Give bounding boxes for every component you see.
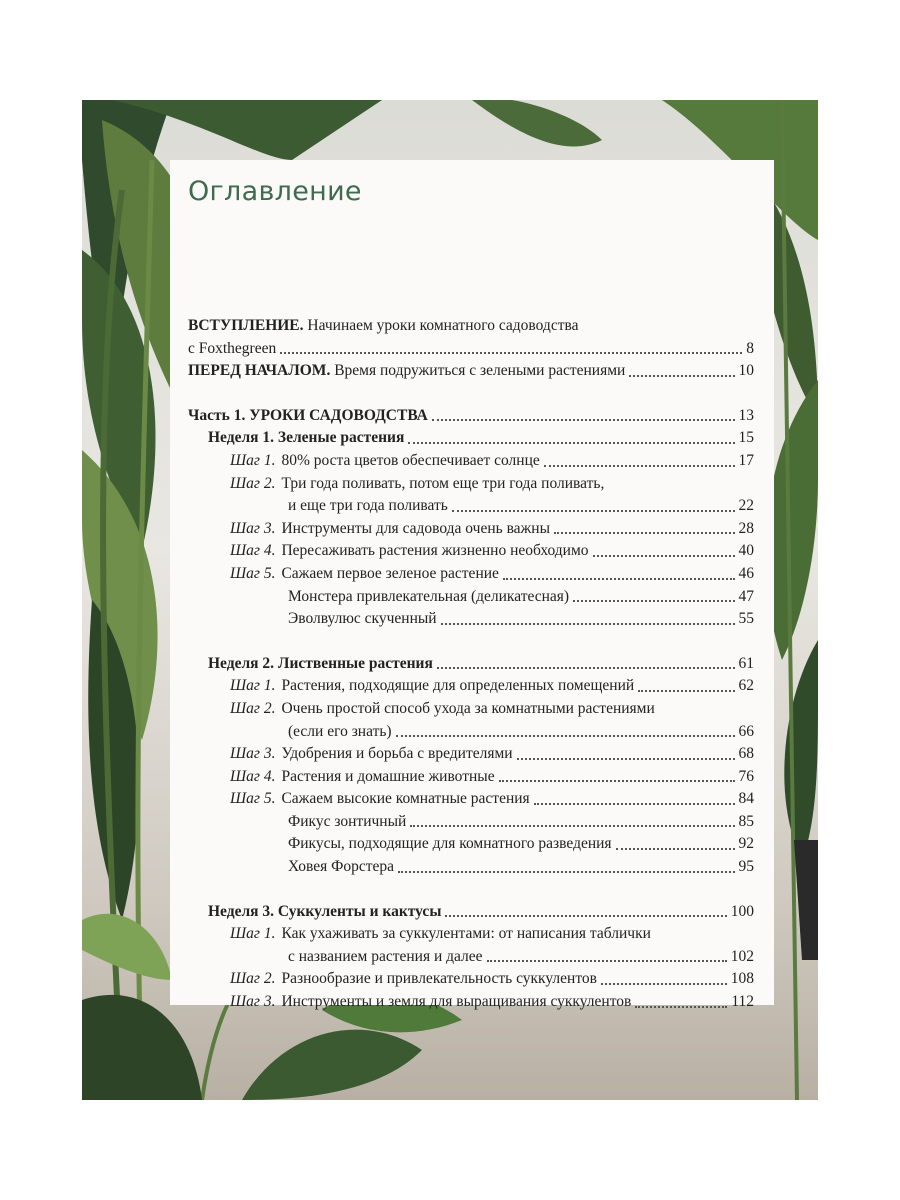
step-text: Разнообразие и привлекательность суккулентов (281, 970, 597, 988)
toc-week3-step2 (188, 968, 754, 991)
step-label: Шаг 2. (230, 474, 276, 492)
step-label: Шаг 1. (230, 451, 276, 469)
leader-dots (445, 914, 726, 917)
toc-week1-page: 15 (738, 429, 754, 447)
step-page: 62 (738, 677, 754, 695)
step-page: 17 (738, 451, 754, 469)
toc-part1-page: 13 (738, 406, 754, 424)
step-label: Шаг 2. (230, 970, 276, 988)
step-label: Шаг 3. (230, 519, 276, 537)
step-text: 80% роста цветов обеспечивает солнце (281, 451, 540, 469)
step-text-cont: (если его знать) (288, 722, 392, 740)
leader-dots (544, 464, 735, 467)
sub-text: Фикусы, подходящие для комнатного разведения (288, 835, 612, 853)
step-page: 68 (738, 745, 754, 763)
toc-week3-title: Неделя 3. Суккуленты и кактусы (208, 902, 442, 920)
leader-dots (629, 374, 734, 377)
step-page: 76 (738, 767, 754, 785)
toc-intro-label: ВСТУПЛЕНИЕ. (188, 317, 304, 334)
step-text: Как ухаживать за суккулентами: от написания таблички (281, 925, 651, 943)
step-text-cont: и еще три года поливать (288, 497, 448, 515)
leader-dots (601, 982, 727, 985)
toc-week2 (188, 653, 754, 676)
leader-dots (554, 531, 735, 534)
sub-page: 95 (738, 858, 754, 876)
step-page: 22 (738, 497, 754, 515)
toc-week1-step3 (188, 518, 754, 541)
step-page: 66 (738, 722, 754, 740)
leader-dots (517, 757, 735, 760)
step-page: 28 (738, 519, 754, 537)
step-page: 46 (738, 564, 754, 582)
step-text: Инструменты для садовода очень важны (281, 519, 550, 537)
toc-part1-title: Часть 1. УРОКИ САДОВОДСТВА (188, 406, 428, 424)
toc-before-text: Время подружиться с зелеными растениями (334, 362, 626, 380)
step-page: 108 (730, 970, 754, 988)
step-text: Сажаем высокие комнатные растения (281, 790, 530, 808)
step-page: 40 (738, 542, 754, 560)
toc-week2-page: 61 (738, 654, 754, 672)
toc-intro-text2: с Foxthegreen (188, 339, 277, 357)
toc-week2-step3 (188, 743, 754, 766)
toc-week2-step4 (188, 766, 754, 789)
toc-intro-line1 (188, 315, 754, 338)
toc-intro-page: 8 (746, 339, 754, 357)
sub-page: 47 (738, 587, 754, 605)
toc-week1 (188, 427, 754, 450)
step-text: Сажаем первое зеленое растение (281, 564, 499, 582)
toc-week1-step2-line2 (188, 495, 754, 518)
toc-before-label: ПЕРЕД НАЧАЛОМ. (188, 362, 331, 380)
leader-dots (280, 351, 742, 354)
step-label: Шаг 2. (230, 699, 276, 717)
leader-dots (396, 734, 735, 737)
toc-week1-step4 (188, 540, 754, 563)
toc-week2-step5 (188, 788, 754, 811)
step-label: Шаг 5. (230, 790, 276, 808)
step-page: 84 (738, 790, 754, 808)
toc-week2-sub1 (188, 811, 754, 834)
toc-week2-sub3 (188, 856, 754, 879)
toc-week1-step5 (188, 563, 754, 586)
sub-text: Монстера привлекательная (деликатесная) (288, 587, 570, 605)
toc-week1-sub1 (188, 586, 754, 609)
leader-dots (410, 824, 734, 827)
sub-text: Эволвулюс скученный (288, 610, 437, 628)
step-text-cont: с названием растения и далее (288, 947, 483, 965)
leader-dots (638, 689, 734, 692)
leader-dots (503, 577, 735, 580)
step-page: 112 (731, 993, 754, 1011)
sub-page: 92 (738, 835, 754, 853)
leader-dots (487, 959, 727, 962)
toc-intro-text: Начинаем уроки комнатного садоводства (307, 317, 579, 334)
sub-page: 55 (738, 610, 754, 628)
toc-list (188, 315, 754, 1014)
leader-dots (635, 1005, 727, 1008)
toc-week3-page: 100 (730, 902, 754, 920)
step-label: Шаг 1. (230, 925, 276, 943)
toc-heading: Оглавление (188, 176, 362, 207)
toc-week1-step1 (188, 450, 754, 473)
leader-dots (616, 847, 735, 850)
leader-dots (441, 622, 735, 625)
step-page: 102 (730, 947, 754, 965)
toc-part1 (188, 405, 754, 428)
toc-week3-step1-line2 (188, 946, 754, 969)
toc-week2-sub2 (188, 833, 754, 856)
toc-before-page: 10 (738, 362, 754, 380)
leader-dots (593, 554, 735, 557)
step-label: Шаг 1. (230, 677, 276, 695)
toc-card (170, 160, 774, 1011)
toc-week2-title: Неделя 2. Лиственные растения (208, 654, 433, 672)
sub-page: 85 (738, 812, 754, 830)
toc-week3-step3 (188, 991, 754, 1014)
toc-week3 (188, 901, 754, 924)
toc-week1-step2-line1 (188, 473, 754, 496)
step-label: Шаг 4. (230, 542, 276, 560)
step-text: Очень простой способ ухода за комнатными растениями (281, 699, 655, 717)
leader-dots (573, 599, 734, 602)
toc-intro-line2 (188, 338, 754, 361)
leader-dots (432, 418, 735, 421)
step-text: Инструменты и земля для выращивания суккулентов (281, 993, 632, 1011)
toc-week2-step2-line2 (188, 721, 754, 744)
leader-dots (398, 870, 735, 873)
step-label: Шаг 4. (230, 767, 276, 785)
toc-week2-step1 (188, 675, 754, 698)
sub-text: Фикус зонтичный (288, 812, 407, 830)
toc-week3-step1-line1 (188, 923, 754, 946)
leader-dots (534, 802, 735, 805)
step-label: Шаг 5. (230, 564, 276, 582)
toc-week1-sub2 (188, 608, 754, 631)
toc-week2-step2-line1 (188, 698, 754, 721)
step-text: Три года поливать, потом еще три года поливать, (281, 474, 605, 492)
step-text: Удобрения и борьба с вредителями (281, 745, 513, 763)
step-text: Пересаживать растения жизненно необходимо (281, 542, 589, 560)
step-label: Шаг 3. (230, 745, 276, 763)
toc-before (188, 360, 754, 383)
leader-dots (437, 666, 735, 669)
leader-dots (408, 441, 734, 444)
toc-week1-title: Неделя 1. Зеленые растения (208, 429, 405, 447)
leader-dots (452, 509, 735, 512)
sub-text: Ховея Форстера (288, 858, 394, 876)
leader-dots (499, 779, 735, 782)
step-text: Растения и домашние животные (281, 767, 495, 785)
step-text: Растения, подходящие для определенных помещений (281, 677, 635, 695)
step-label: Шаг 3. (230, 993, 276, 1011)
